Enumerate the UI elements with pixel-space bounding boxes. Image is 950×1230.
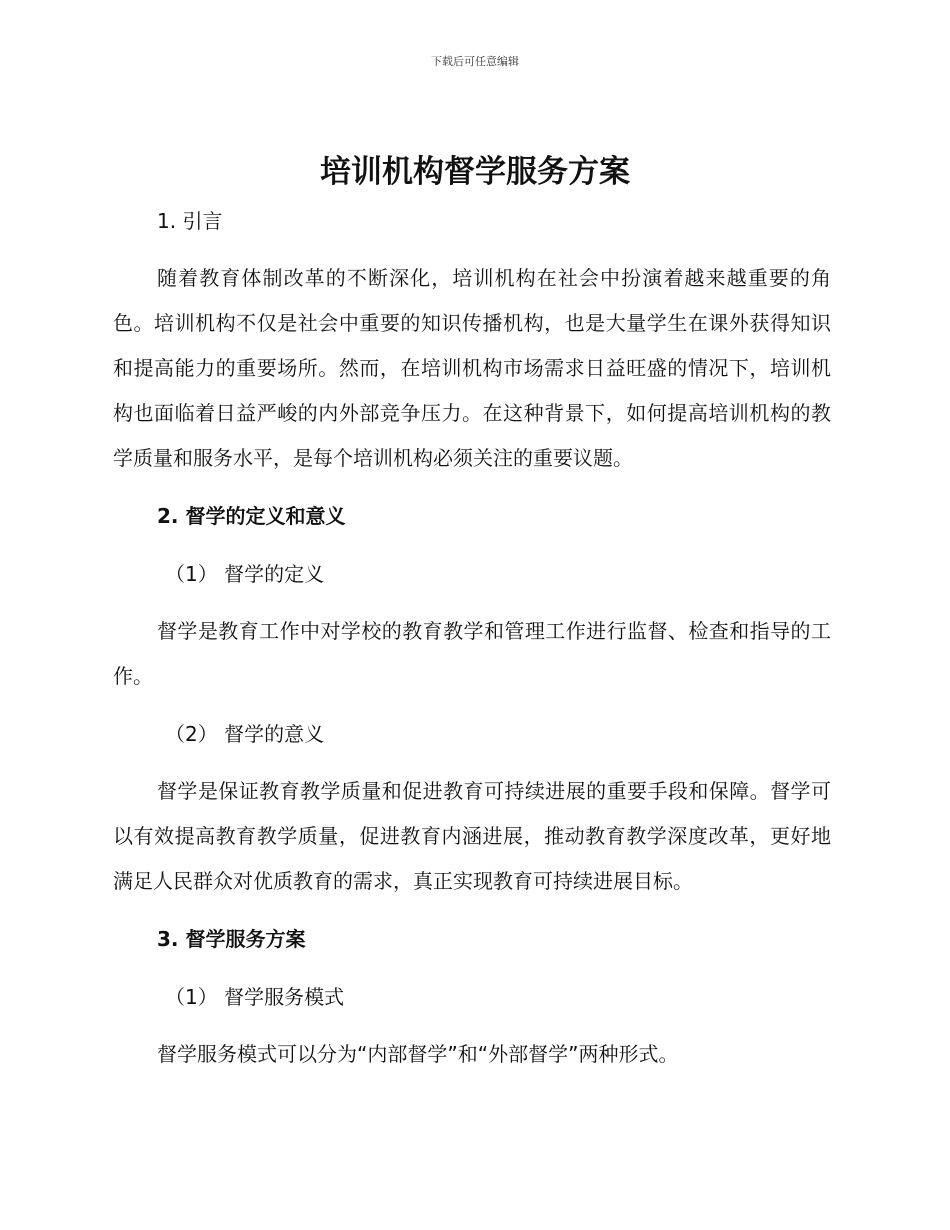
document-title: 培训机构督学服务方案 xyxy=(320,154,630,190)
page-header-note: 下载后可任意编辑 xyxy=(431,55,519,68)
section-3-1-heading: （1） 督学服务模式 xyxy=(165,985,345,1009)
section-2-2-paragraph: 督学是保证教育教学质量和促进教育可持续进展的重要手段和保障。督学可以有效提高教育教学质量，促进教育内涵进展，推动教育教学深度改革，更好地满足人民群众对优质教育的需求，真正实现教育可持续进展目标。 xyxy=(113,779,831,893)
section-2-2-heading: （2） 督学的意义 xyxy=(165,722,325,746)
section-2-1-heading: （1） 督学的定义 xyxy=(165,562,325,586)
section-1-heading: 1. 引言 xyxy=(157,209,223,233)
document-body xyxy=(113,198,831,1077)
section-2-1-paragraph: 督学是教育工作中对学校的教育教学和管理工作进行监督、检查和指导的工作。 xyxy=(113,619,831,688)
section-2-heading: 2. 督学的定义和意义 xyxy=(157,504,346,528)
section-3-1-paragraph: 督学服务模式可以分为“内部督学”和“外部督学”两种形式。 xyxy=(157,1042,679,1066)
section-3-heading: 3. 督学服务方案 xyxy=(157,927,306,951)
section-1-paragraph: 随着教育体制改革的不断深化，培训机构在社会中扮演着越来越重要的角色。培训机构不仅是社会中重要的知识传播机构，也是大量学生在课外获得知识和提高能力的重要场所。然而，在培训机构市场需求日益旺盛的情况下，培训机构也面临着日益严峻的内外部竞争压力。在这种背景下，如何提高培训机构的教学质量和服务水平，是每个培训机构必须关注的重要议题。 xyxy=(113,266,831,470)
